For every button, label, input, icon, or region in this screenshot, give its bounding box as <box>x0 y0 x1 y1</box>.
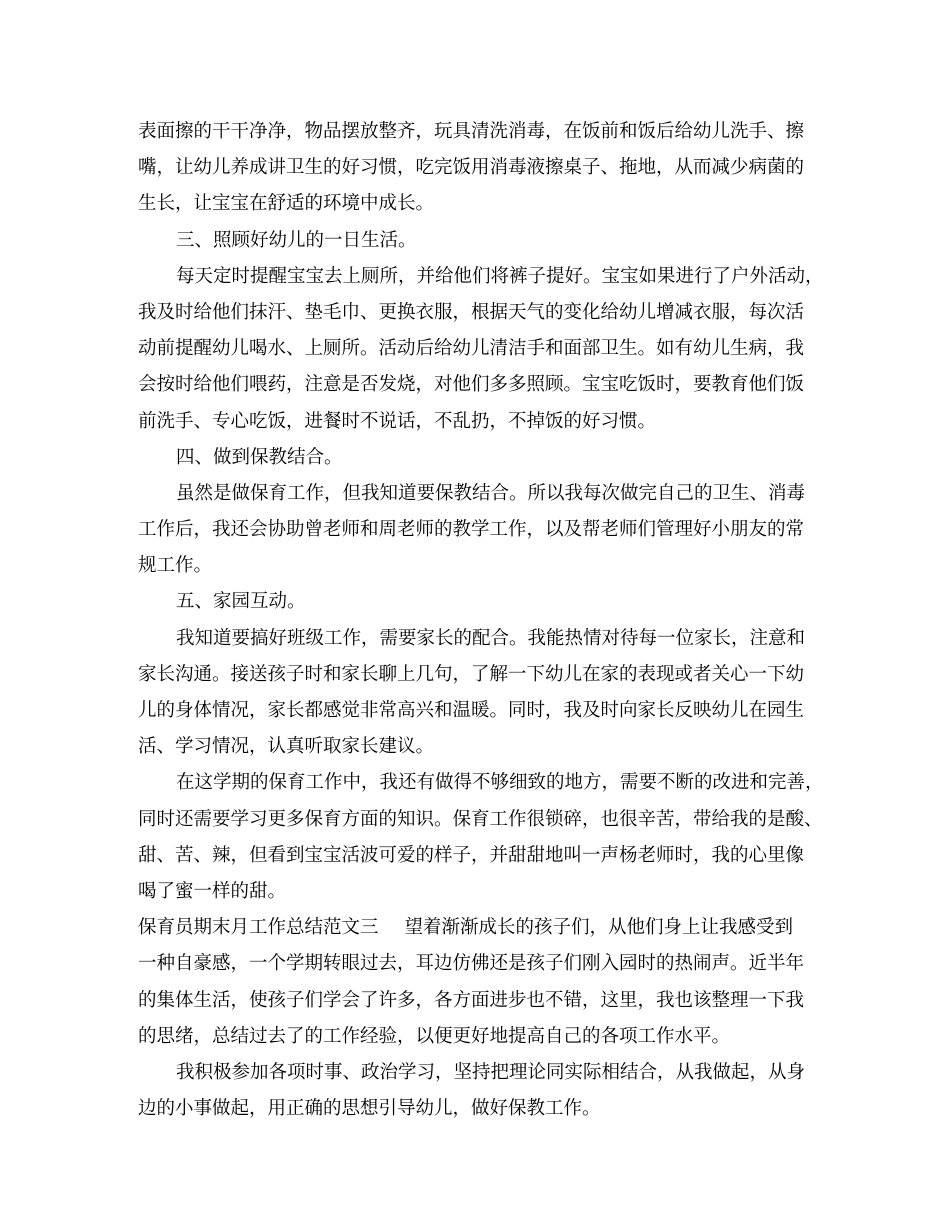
text-line: 动前提醒幼儿喝水、上厕所。活动后给幼儿清洁手和面部卫生。如有幼儿生病，我 <box>138 338 805 360</box>
text-line: 嘴，让幼儿养成讲卫生的好习惯，吃完饭用消毒液擦桌子、拖地，从而减少病菌的 <box>138 157 805 179</box>
document-body <box>138 114 824 1127</box>
text-line: 虽然是做保育工作，但我知道要保教结合。所以我每次做完自己的卫生、消毒 <box>176 482 806 504</box>
text-line: 每天定时提醒宝宝去上厕所，并给他们将裤子提好。宝宝如果进行了户外活动， <box>176 265 824 287</box>
text-line: 表面擦的干干净净，物品摆放整齐，玩具清洗消毒，在饭前和饭后给幼儿洗手、擦 <box>138 121 805 142</box>
text-line: 望着渐渐成长的孩子们，从他们身上让我感受到 <box>404 917 794 939</box>
text-line: 家长沟通。接送孩子时和家长聊上几句，了解一下幼儿在家的表现或者关心一下幼 <box>138 663 805 685</box>
text-line: 甜、苦、辣，但看到宝宝活波可爱的样子，并甜甜地叫一声杨老师时，我的心里像 <box>138 844 805 866</box>
text-line: 喝了蜜一样的甜。 <box>138 880 287 902</box>
text-line: 我知道要搞好班级工作，需要家长的配合。我能热情对待每一位家长，注意和 <box>176 627 806 649</box>
title-line <box>138 910 818 946</box>
text-line: 我及时给他们抹汗、垫毛巾、更换衣服，根据天气的变化给幼儿增减衣服，每次活 <box>138 301 805 323</box>
text-line: 规工作。 <box>138 555 213 577</box>
text-line: 我积极参加各项时事、政治学习，坚持把理论同实际相结合，从我做起，从身 <box>176 1061 806 1083</box>
section-heading: 四、做到保教结合。 <box>176 446 343 468</box>
text-line: 生长，让宝宝在舒适的环境中成长。 <box>138 193 435 215</box>
text-line: 的思绪，总结过去了的工作经验，以便更好地提高自己的各项工作水平。 <box>138 1025 731 1047</box>
document-title: 保育员期末月工作总结范文三 <box>138 917 379 939</box>
text-line: 同时还需要学习更多保育方面的知识。保育工作很锁碎，也很辛苦，带给我的是酸、 <box>138 808 823 830</box>
text-line: 活、学习情况，认真听取家长建议。 <box>138 736 435 758</box>
text-line: 工作后，我还会协助曾老师和周老师的教学工作，以及帮老师们管理好小朋友的常 <box>138 519 805 541</box>
text-line: 一种自豪感，一个学期转眼过去，耳边仿佛还是孩子们刚入园时的热闹声。近半年 <box>138 953 805 975</box>
section-heading: 五、家园互动。 <box>176 591 306 613</box>
section-heading: 三、照顾好幼儿的一日生活。 <box>176 229 417 251</box>
text-line: 会按时给他们喂药，注意是否发烧，对他们多多照顾。宝宝吃饭时，要教育他们饭 <box>138 374 805 396</box>
text-line: 的集体生活，使孩子们学会了许多，各方面进步也不错，这里，我也该整理一下我 <box>138 989 805 1011</box>
text-line: 在这学期的保育工作中，我还有做得不够细致的地方，需要不断的改进和完善， <box>176 772 824 794</box>
text-line: 儿的身体情况，家长都感觉非常高兴和温暖。同时，我及时向家长反映幼儿在园生 <box>138 700 805 721</box>
text-line: 边的小事做起，用正确的思想引导幼儿，做好保教工作。 <box>138 1098 601 1120</box>
text-line: 前洗手、专心吃饭，进餐时不说话，不乱扔，不掉饭的好习惯。 <box>138 410 657 432</box>
